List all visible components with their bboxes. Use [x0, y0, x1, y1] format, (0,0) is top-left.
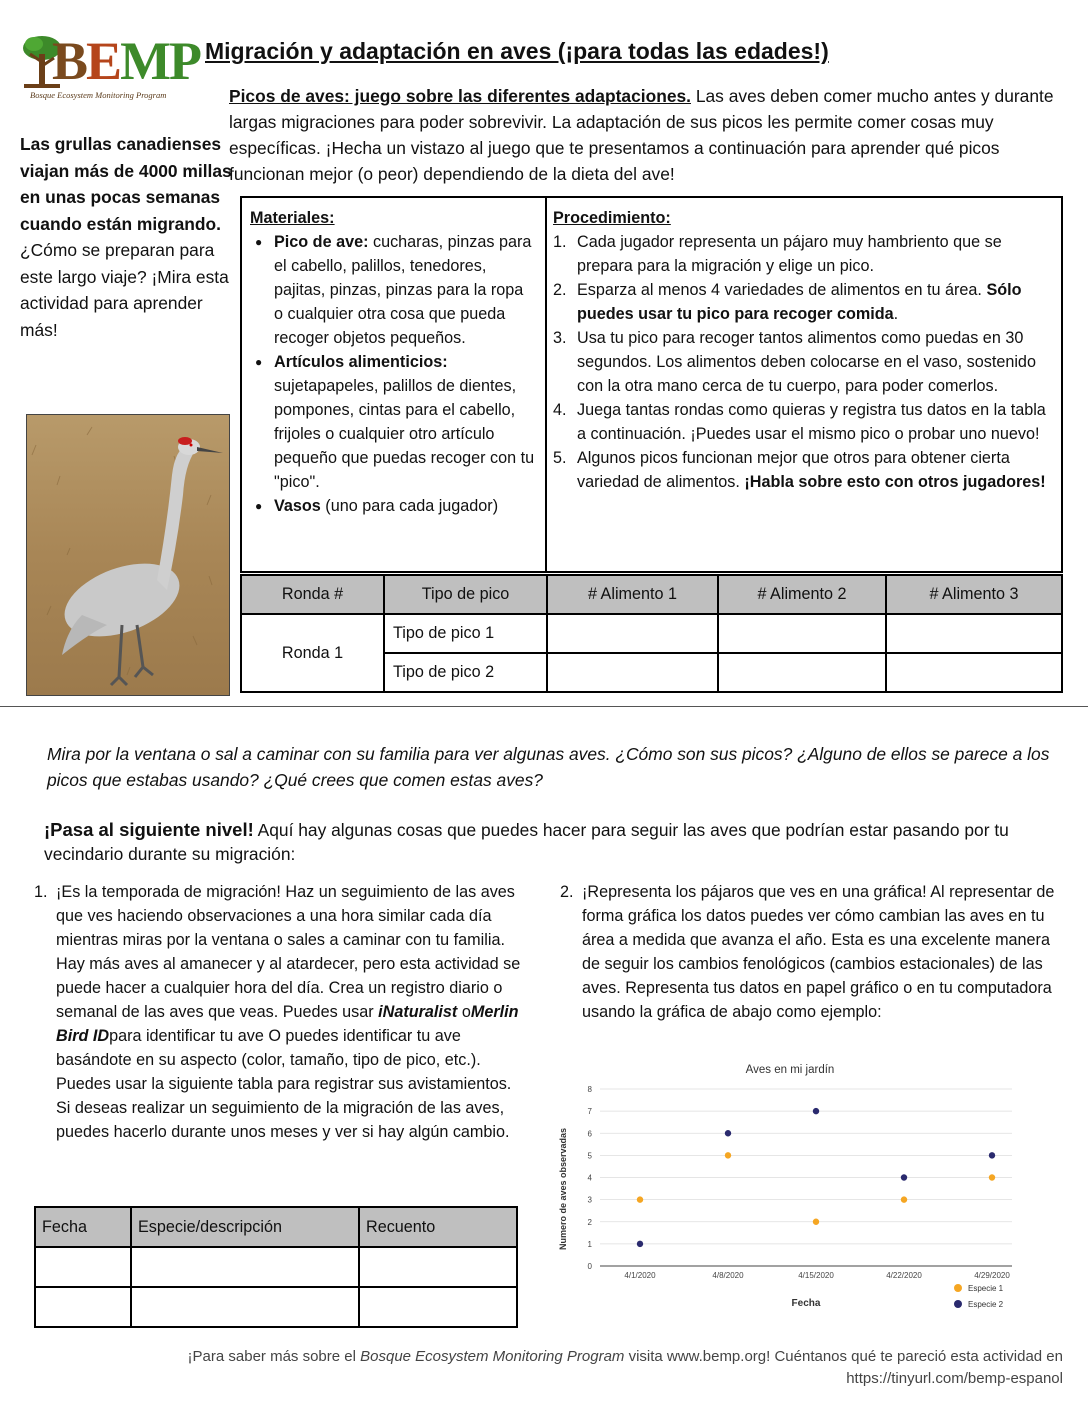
item-number: 1.	[34, 883, 48, 901]
round-results-table	[240, 574, 1063, 693]
item-number: 2.	[560, 883, 574, 901]
side-note-text: ¿Cómo se preparan para este largo viaje? ¡Mira esta actividad para aprender más!	[20, 240, 229, 340]
procedure-step: 3. Usa tu pico para recoger tantos alimentos como puedas en 30 segundos. Los alimentos deben colocarse en el vaso, sostenido con la otra mano cerca de tu cuerpo, para poder comerlos.	[553, 329, 1036, 395]
data-point-series-2	[989, 1152, 995, 1158]
table-cell[interactable]	[547, 653, 718, 692]
y-tick-label: 0	[587, 1262, 592, 1271]
table-header: # Alimento 2	[718, 575, 886, 614]
table-row	[35, 1287, 517, 1327]
legend-label: Especie 1	[968, 1284, 1004, 1293]
data-point-series-2	[637, 1241, 643, 1247]
materials-item: ● Artículos alimenticios: sujetapapeles, palillos de dientes, pompones, cintas para el cabello, frijoles o cualquier otro artículo pequeño que puedas recoger con tu "pico".	[250, 350, 535, 494]
column-divider	[545, 198, 547, 571]
materials-item: ● Pico de ave: cucharas, pinzas para el cabello, palillos, tenedores, pajitas, pinzas, pinzas para la ropa o cualquier otra cosa que pueda recoger objetos pequeños.	[250, 230, 535, 350]
chart-title: Aves en mi jardín	[745, 1064, 835, 1076]
merlin-link: Merlin Bird ID	[56, 1003, 519, 1045]
materials-item: ● Vasos (uno para cada jugador)	[250, 494, 535, 518]
logo-letter: P	[169, 31, 201, 91]
legend-label: Especie 2	[968, 1300, 1004, 1309]
table-header: # Alimento 1	[547, 575, 718, 614]
data-point-series-2	[725, 1130, 731, 1136]
table-header: # Alimento 3	[886, 575, 1062, 614]
x-tick-label: 4/15/2020	[798, 1271, 834, 1280]
inaturalist-link: iNaturalist	[378, 1003, 458, 1021]
data-point-series-2	[901, 1174, 907, 1180]
footer-note: ¡Para saber más sobre el Bosque Ecosystem Monitoring Program visita www.bemp.org! Cuéntanos qué te pareció esta actividad en https://tinyurl.com/bemp-espanol	[187, 1348, 1063, 1387]
table-cell[interactable]	[886, 653, 1062, 692]
legend-marker	[954, 1284, 962, 1292]
materials-section	[250, 206, 535, 518]
procedure-step: 5. Algunos picos funcionan mejor que otros para obtener cierta variedad de alimentos. ¡Habla sobre esto con otros jugadores!	[553, 449, 1046, 491]
table-header-row	[35, 1207, 517, 1247]
section-divider	[0, 706, 1088, 707]
data-point-series-1	[725, 1152, 731, 1158]
table-header: Recuento	[359, 1207, 517, 1247]
logo-tagline: Bosque Ecosystem Monitoring Program	[30, 90, 167, 100]
beak-type-cell: Tipo de pico 1	[384, 614, 547, 653]
intro-paragraph	[229, 83, 1069, 187]
data-point-series-1	[901, 1196, 907, 1202]
procedure-step: 4. Juega tantas rondas como quieras y registra tus datos en la tabla a continuación. ¡Puedes usar el mismo pico o probar uno nuevo!	[553, 401, 1046, 443]
table-header: Tipo de pico	[384, 575, 547, 614]
table-row	[241, 614, 1062, 653]
data-point-series-1	[637, 1196, 643, 1202]
x-tick-label: 4/29/2020	[974, 1271, 1010, 1280]
materials-heading: Materiales:	[250, 209, 335, 227]
sightings-table	[34, 1206, 518, 1328]
level-up-text: Aquí hay algunas cosas que puedes hacer para seguir las aves que podrían estar pasando por tu vecindario durante su migración:	[44, 820, 1009, 864]
chart-svg	[550, 1055, 1070, 1320]
data-point-series-1	[989, 1174, 995, 1180]
table-cell[interactable]	[718, 614, 886, 653]
logo-letter: M	[120, 31, 170, 91]
logo-letter: E	[86, 31, 121, 91]
table-header: Especie/descripción	[131, 1207, 359, 1247]
y-tick-label: 2	[587, 1217, 592, 1227]
data-point-series-2	[813, 1108, 819, 1114]
table-cell[interactable]	[718, 653, 886, 692]
chart-y-label: Numero de aves observadas	[558, 1127, 568, 1251]
table-cell[interactable]	[547, 614, 718, 653]
table-cell[interactable]	[35, 1247, 131, 1287]
materials-list	[250, 230, 535, 518]
logo-letters	[52, 30, 200, 92]
round-label: Ronda 1	[241, 614, 384, 692]
level-up-heading: ¡Pasa al siguiente nivel!	[44, 819, 254, 840]
intro-heading: Picos de aves: juego sobre las diferentes adaptaciones.	[229, 86, 691, 106]
table-cell[interactable]	[131, 1247, 359, 1287]
procedure-step: 1. Cada jugador representa un pájaro muy hambriento que se prepara para la migración y elige un pico.	[553, 233, 1002, 275]
y-tick-label: 7	[587, 1107, 592, 1117]
table-cell[interactable]	[35, 1287, 131, 1327]
procedure-step: 2. Esparza al menos 4 variedades de alimentos en tu área. Sólo puedes usar tu pico para recoger comida.	[553, 281, 1022, 323]
y-tick-label: 4	[587, 1173, 592, 1183]
procedure-list	[553, 230, 1053, 494]
activity-item-2: 2. ¡Representa los pájaros que ves en una gráfica! Al representar de forma gráfica los datos puedes ver cómo cambian las aves en tu área a medida que avanza el año. Esta es una excelente manera de seguir los cambios fenológicos (cambios estacionales) de las aves. Representa tus datos en papel gráfico o en tu computadora usando la gráfica de abajo como ejemplo:	[560, 880, 1060, 1024]
table-header: Ronda #	[241, 575, 384, 614]
y-tick-label: 3	[587, 1195, 592, 1205]
procedure-section	[553, 206, 1053, 494]
level-up-paragraph	[44, 818, 1074, 866]
intro-text: Las aves deben comer mucho antes y durante largas migraciones para poder sobrevivir. La adaptación de sus picos les permite comer cosas muy específicas. ¡Hecha un vistazo al juego que te presentamos a continuación para aprender qué picos funcionan mejor (o peor) dependiendo de la dieta del ave!	[229, 86, 1054, 184]
sandhill-crane-photo	[26, 414, 230, 696]
table-header-row	[241, 575, 1062, 614]
chart-x-label: Fecha	[791, 1298, 821, 1309]
side-note-bold: Las grullas canadienses viajan más de 4000 millas en unas pocas semanas cuando están migrando.	[20, 134, 232, 234]
x-tick-label: 4/8/2020	[712, 1271, 744, 1280]
side-note	[20, 131, 240, 343]
birds-chart	[550, 1055, 1070, 1320]
x-tick-label: 4/22/2020	[886, 1271, 922, 1280]
legend-marker	[954, 1300, 962, 1308]
table-row	[35, 1247, 517, 1287]
data-point-series-1	[813, 1219, 819, 1225]
table-cell[interactable]	[359, 1287, 517, 1327]
table-cell[interactable]	[131, 1287, 359, 1327]
y-tick-label: 5	[587, 1151, 592, 1161]
table-header: Fecha	[35, 1207, 131, 1247]
procedure-heading: Procedimiento:	[553, 209, 671, 227]
y-tick-label: 8	[587, 1085, 592, 1094]
observation-prompt: Mira por la ventana o sal a caminar con su familia para ver algunas aves. ¿Cómo son sus picos? ¿Alguno de ellos se parece a los picos que estabas usando? ¿Qué crees que comen estas aves?	[47, 744, 1050, 790]
table-cell[interactable]	[359, 1247, 517, 1287]
x-tick-label: 4/1/2020	[624, 1271, 656, 1280]
y-tick-label: 1	[587, 1239, 592, 1249]
beak-type-cell: Tipo de pico 2	[384, 653, 547, 692]
table-cell[interactable]	[886, 614, 1062, 653]
activity-item-1: 1. ¡Es la temporada de migración! Haz un seguimiento de las aves que ves haciendo observaciones a una hora similar cada día mientras miras por la ventana o sales a caminar con tu familia. Hay más aves al amanecer y al atardecer, pero esta actividad se puede hacer a cualquier hora del día. Crea un registro diario o semanal de las aves que veas. Puedes usar iNaturalist oMerlin Bird IDpara identificar tu ave O puedes identificar tu ave basándote en su aspecto (color, tamaño, tipo de pico, etc.). Puedes usar la siguiente tabla para registrar sus avistamientos. Si deseas realizar un seguimiento de la migración de las aves, puedes hacerlo durante unos meses y ver si hay algún cambio.	[34, 880, 524, 1144]
y-tick-label: 6	[587, 1129, 592, 1139]
page-title: Migración y adaptación en aves (¡para todas las edades!)	[205, 38, 829, 64]
bemp-logo	[22, 30, 201, 100]
materials-procedure-box	[240, 196, 1063, 573]
logo-letter: B	[52, 31, 87, 91]
program-name: Bosque Ecosystem Monitoring Program	[360, 1348, 625, 1365]
